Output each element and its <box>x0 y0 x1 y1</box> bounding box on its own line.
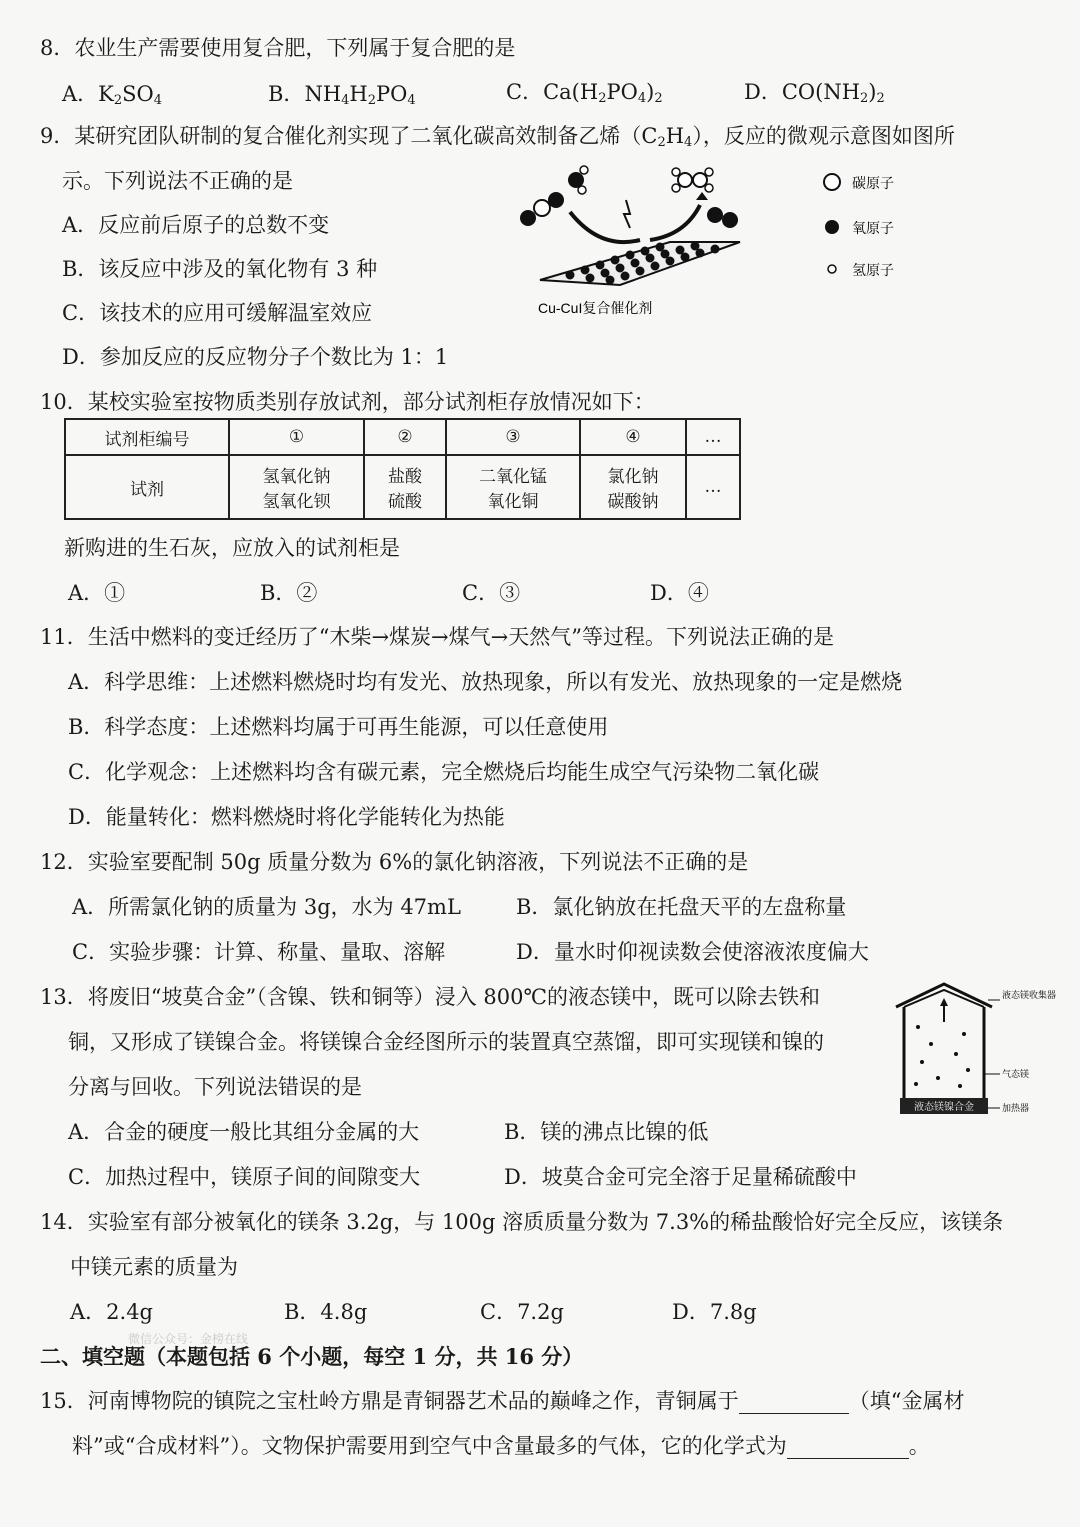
q9-reaction-diagram <box>510 160 910 320</box>
fig13-label-bottom: 加热器 <box>1002 1104 1030 1114</box>
reagent-cabinet-table <box>64 418 741 520</box>
fig13-label-top: 液态镁收集器 <box>1002 991 1057 1001</box>
q13-option-b: B．镁的沸点比镍的低 <box>504 1120 709 1144</box>
o2-molecule-right <box>707 207 738 228</box>
q11-option-c: C．化学观念：上述燃料均含有碳元素，完全燃烧后均能生成空气污染物二氧化碳 <box>68 760 820 784</box>
q12-option-c: C．实验步骤：计算、称量、量取、溶解 <box>72 940 446 964</box>
q11-option-a: A．科学思维：上述燃料燃烧时均有发光、放热现象，所以有发光、放热现象的一定是燃烧 <box>68 670 903 694</box>
q9-option-b: B．该反应中涉及的氧化物有 3 种 <box>62 257 378 281</box>
q8-option-c: C．$Ca(H_2PO_4)_2$ <box>506 80 663 106</box>
q12-option-a: A．所需氯化钠的质量为 3g，水为 47mL <box>72 895 461 919</box>
catalyst-lattice <box>540 242 740 285</box>
table-header-cell: ③ <box>446 419 580 455</box>
table-header-cell: ④ <box>580 419 686 455</box>
table-header-cell: 试剂柜编号 <box>65 419 229 455</box>
q12-stem: 12．实验室要配制 50g 质量分数为 6%的氯化钠溶液，下列说法不正确的是 <box>40 850 749 874</box>
q14-option-a: A．2.4g <box>70 1300 154 1324</box>
table-header-cell: ② <box>364 419 446 455</box>
q9-option-c: C．该技术的应用可缓解温室效应 <box>62 301 373 325</box>
fig13-label-mid: 气态镁 <box>1002 1070 1030 1080</box>
section2-title: 二、填空题（本题包括 6 个小题，每空 1 分，共 16 分） <box>40 1344 584 1369</box>
table-cell: 氢氧化钠 氢氧化钡 <box>229 455 364 519</box>
table-row-label: 试剂 <box>65 455 229 519</box>
legend-oxygen-label: 氧原子 <box>852 221 894 237</box>
co2-molecule-left <box>520 192 564 226</box>
q10-option-a: A．① <box>68 581 126 605</box>
legend-hydrogen-label: 氢原子 <box>852 263 894 279</box>
q9-option-d: D．参加反应的反应物分子个数比为 1：1 <box>62 345 449 369</box>
q14-option-c: C．7.2g <box>480 1300 564 1324</box>
reaction-arrow-out <box>650 205 700 240</box>
table-cell: 盐酸 硫酸 <box>364 455 446 519</box>
q9-stem-line2: 示。下列说法不正确的是 <box>62 169 293 193</box>
catalyst-label: Cu-CuI复合催化剂 <box>538 300 653 316</box>
q13-option-a: A．合金的硬度一般比其组分金属的大 <box>68 1120 420 1144</box>
legend-hydrogen-icon <box>828 265 836 273</box>
q12-option-d: D．量水时仰视读数会使溶液浓度偏大 <box>516 940 869 964</box>
legend-oxygen-icon <box>825 220 839 234</box>
q10-option-b: B．② <box>260 581 318 605</box>
q9-stem-line1: 9．某研究团队研制的复合催化剂实现了二氧化碳高效制备乙烯$(C_2H_4)$，反应的微观示意图如图所 <box>40 124 955 150</box>
q10-stem: 10．某校实验室按物质类别存放试剂，部分试剂柜存放情况如下： <box>40 390 655 414</box>
legend-carbon-icon <box>824 174 840 190</box>
q10-option-d: D．④ <box>650 581 709 605</box>
q13-line2: 铜，又形成了镁镍合金。将镁镍合金经图所示的装置真空蒸馏，即可实现镁和镍的 <box>68 1030 824 1054</box>
watermark-text: 微信公众号：金榜在线 <box>128 1332 249 1346</box>
h2o-molecule-top <box>568 166 588 194</box>
table-header-cell: ① <box>229 419 364 455</box>
q13-distillation-diagram <box>886 982 1057 1122</box>
q14-line2: 中镁元素的质量为 <box>70 1255 238 1279</box>
q8-option-a: A．$K_2SO_4$ <box>62 82 163 108</box>
ethylene-molecule <box>672 168 713 192</box>
q8-stem: 8．农业生产需要使用复合肥，下列属于复合肥的是 <box>40 36 516 60</box>
lightning-icon <box>624 200 630 228</box>
q11-option-b: B．科学态度：上述燃料均属于可再生能源，可以任意使用 <box>68 715 609 739</box>
q14-option-d: D．7.8g <box>672 1300 757 1324</box>
q9-option-a: A．反应前后原子的总数不变 <box>62 213 330 237</box>
q13-option-d: D．坡莫合金可完全溶于足量稀硫酸中 <box>504 1165 857 1189</box>
fig13-base-label: 液态镁镍合金 <box>914 1102 974 1113</box>
q14-option-b: B．4.8g <box>284 1300 368 1324</box>
q12-option-b: B．氯化钠放在托盘天平的左盘称量 <box>516 895 847 919</box>
q15-blank-1[interactable] <box>739 1389 849 1414</box>
q8-option-b: B．$NH_4H_2PO_4$ <box>268 82 416 108</box>
q15-blank-2[interactable] <box>787 1434 909 1459</box>
q15-line1: 15．河南博物院的镇院之宝杜岭方鼎是青铜器艺术品的巅峰之作，青铜属于 （填“金属材 <box>40 1389 965 1413</box>
q13-line1: 13．将废旧“坡莫合金”（含镍、铁和铜等）浸入 800℃的液态镁中，既可以除去铁和 <box>40 985 820 1009</box>
q11-stem: 11．生活中燃料的变迁经历了“木柴→煤炭→煤气→天然气”等过程。下列说法正确的是 <box>40 625 834 649</box>
table-header-cell: … <box>686 419 740 455</box>
q11-option-d: D．能量转化：燃料燃烧时将化学能转化为热能 <box>68 805 505 829</box>
table-cell: … <box>686 455 740 519</box>
table-cell: 二氧化锰 氧化铜 <box>446 455 580 519</box>
q14-line1: 14．实验室有部分被氧化的镁条 3.2g，与 100g 溶质质量分数为 7.3%的稀盐酸恰好完全反应，该镁条 <box>40 1210 1004 1234</box>
q13-option-c: C．加热过程中，镁原子间的间隙变大 <box>68 1165 421 1189</box>
q10-question: 新购进的生石灰，应放入的试剂柜是 <box>64 536 400 560</box>
q10-option-c: C．③ <box>462 581 521 605</box>
q15-line2: 料”或“合成材料”）。文物保护需要用到空气中含量最多的气体，它的化学式为 。 <box>72 1434 930 1458</box>
table-cell: 氯化钠 碳酸钠 <box>580 455 686 519</box>
q8-option-d: D．$CO(NH_2)_2$ <box>744 80 885 106</box>
legend-carbon-label: 碳原子 <box>852 176 894 192</box>
q13-line3: 分离与回收。下列说法错误的是 <box>68 1075 362 1099</box>
